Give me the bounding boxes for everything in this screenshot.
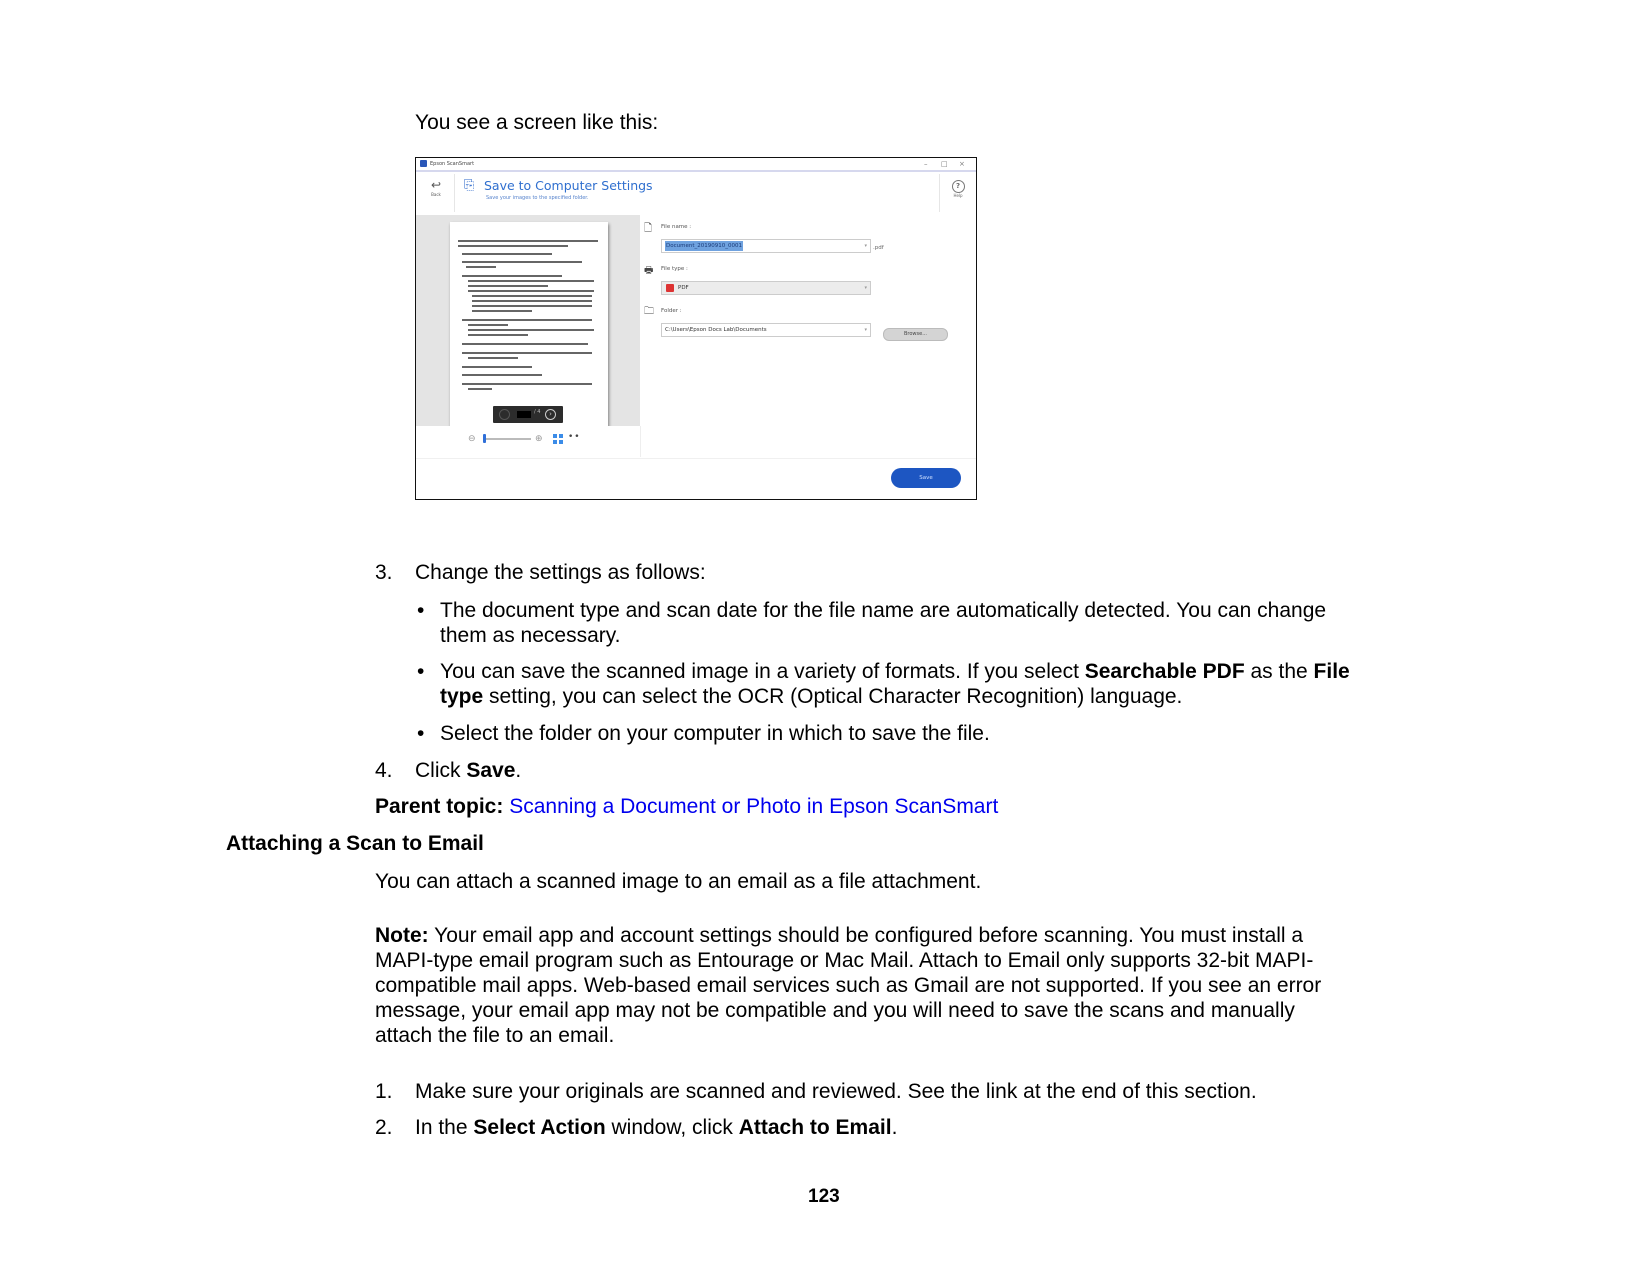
step-1-text: Make sure your originals are scanned and reviewed. See the link at the end of this section.	[415, 1080, 1257, 1103]
prev-page-button[interactable]	[499, 409, 510, 420]
bullet: •	[417, 722, 425, 745]
page-text-line	[468, 290, 594, 292]
bullet-2-text: You can save the scanned image in a variety of formats. If you select	[440, 660, 1085, 683]
attach-to-email-term: Attach to Email	[738, 1116, 892, 1139]
page-text-line	[462, 319, 592, 321]
scansmart-screenshot	[415, 157, 977, 500]
divider	[416, 458, 976, 459]
page-text-line	[462, 261, 582, 263]
file-type-icon: 🖶	[644, 265, 654, 276]
note-line-2: MAPI-type email program such as Entourage or Mac Mail. Attach to Email only supports 32-bit MAPI-	[375, 949, 1314, 972]
divider	[939, 174, 940, 212]
bullet-2-text: setting, you can select the OCR (Optical Character Recognition) language.	[483, 685, 1183, 708]
page-text-line	[472, 305, 592, 307]
page-text-line	[462, 374, 542, 376]
screen-title: Save to Computer Settings	[484, 178, 653, 193]
folder-label: Folder :	[661, 308, 682, 314]
help-button[interactable]	[946, 180, 970, 198]
step-3-text: Change the settings as follows:	[415, 561, 706, 584]
divider	[454, 174, 455, 212]
folder-icon: 🗀	[644, 306, 654, 317]
zoom-in-icon[interactable]: ⊕	[535, 434, 543, 444]
step-2-text	[415, 1115, 897, 1140]
parent-topic-link[interactable]: Scanning a Document or Photo in Epson ScanSmart	[509, 795, 999, 818]
file-type-label: File type :	[661, 266, 688, 272]
file-name-input[interactable]	[661, 239, 871, 253]
zoom-out-icon[interactable]: ⊖	[468, 434, 476, 444]
chevron-down-icon: ▾	[864, 327, 867, 333]
page-text-line	[472, 295, 592, 297]
note-line-5: attach the file to an email.	[375, 1024, 615, 1047]
preview-page	[450, 222, 608, 427]
step-2-text-c: window, click	[605, 1116, 739, 1139]
preview-pane	[416, 215, 640, 457]
back-button[interactable]	[422, 178, 450, 197]
page-text-line	[462, 275, 562, 277]
file-type-select[interactable]	[661, 281, 871, 295]
preview-toolbar	[416, 426, 641, 457]
app-title: Epson ScanSmart	[430, 161, 475, 167]
page-number: 123	[808, 1186, 840, 1207]
header	[416, 172, 976, 214]
parent-topic-label: Parent topic:	[375, 795, 504, 818]
select-action-term: Select Action	[473, 1116, 606, 1139]
page-text-line	[462, 343, 588, 345]
page-text-line	[458, 240, 598, 242]
step-3-number: 3.	[375, 561, 393, 584]
bullet: •	[417, 660, 425, 683]
file-name-icon: 🗋	[644, 223, 653, 234]
save-to-computer-icon: ⎘	[464, 178, 475, 193]
note-line-1	[375, 923, 1303, 948]
page-count: / 4	[534, 409, 541, 415]
chevron-down-icon: ▾	[864, 285, 867, 291]
section-intro: You can attach a scanned image to an email as a file attachment.	[375, 870, 982, 893]
page-text-line	[462, 253, 552, 255]
file-type-value: PDF	[678, 285, 689, 291]
page-number-input[interactable]	[517, 411, 531, 418]
bullet-1-line-2: them as necessary.	[440, 624, 621, 647]
screen-subtitle: Save your images to the specified folder.	[486, 195, 589, 201]
note-line-3: compatible mail apps. Web-based email services such as Gmail are not supported. If you see an error	[375, 974, 1322, 997]
step-4-text	[415, 758, 521, 783]
step-1-number: 1.	[375, 1080, 393, 1103]
step-4-pre: Click	[415, 759, 467, 782]
maximize-icon[interactable]: □	[941, 160, 948, 168]
file-extension: .pdf	[873, 245, 884, 251]
bullet-1-line-1: The document type and scan date for the file name are automatically detected. You can change	[440, 599, 1327, 622]
bullet-3-line-1: Select the folder on your computer in which to save the file.	[440, 722, 990, 745]
dropdown-icon[interactable]: ▾	[864, 243, 867, 249]
bullet-2-text: as the	[1244, 660, 1314, 683]
note-text: Your email app and account settings should be configured before scanning. You must install a	[428, 924, 1304, 947]
title-bar	[416, 158, 976, 172]
page-text-line	[462, 383, 592, 385]
back-label: Back	[431, 192, 441, 197]
zoom-slider-thumb[interactable]	[483, 434, 486, 443]
app-icon	[420, 160, 427, 167]
page-text-line	[468, 334, 528, 336]
page-text-line	[468, 388, 492, 390]
next-page-button[interactable]: ›	[545, 409, 556, 420]
page-text-line	[472, 310, 532, 312]
browse-button[interactable]: Browse...	[883, 328, 948, 341]
page-text-line	[468, 280, 594, 282]
step-4-number: 4.	[375, 759, 393, 782]
page-text-line	[458, 245, 568, 247]
file-type-term: File	[1313, 660, 1350, 683]
thumbnail-view-icon[interactable]	[553, 434, 563, 444]
save-term: Save	[466, 759, 516, 782]
bullet: •	[417, 599, 425, 622]
page-navigator	[493, 406, 563, 423]
page-text-line	[462, 352, 592, 354]
page-text-line	[468, 285, 548, 287]
bullet-2-line-1	[440, 659, 1350, 684]
note-label: Note:	[375, 924, 429, 947]
file-name-value: Document_20190910_0001	[666, 243, 742, 249]
page-text-line	[472, 300, 592, 302]
zoom-slider-track[interactable]	[483, 438, 531, 440]
save-button[interactable]: Save	[891, 468, 961, 488]
back-arrow-icon: ↩	[430, 178, 442, 192]
searchable-pdf-term: Searchable PDF	[1084, 660, 1245, 683]
page-text-line	[468, 329, 594, 331]
bullet-2-line-2	[440, 684, 1182, 709]
more-options-icon[interactable]: ••	[568, 432, 581, 442]
help-icon: ?	[952, 180, 965, 193]
folder-value: C:\Users\Epson Docs Lab\Documents	[665, 327, 767, 333]
help-label: Help	[953, 193, 963, 198]
file-name-label: File name :	[661, 224, 692, 230]
minimize-icon[interactable]: –	[924, 160, 928, 168]
file-type-term: type	[440, 685, 484, 708]
folder-select[interactable]	[661, 323, 871, 337]
intro-text: You see a screen like this:	[415, 111, 659, 134]
step-2-text-a: In the	[415, 1116, 474, 1139]
close-icon[interactable]: ×	[959, 160, 965, 168]
page-text-line	[466, 266, 496, 268]
step-2-text-e: .	[891, 1116, 898, 1139]
note-line-4: message, your email app may not be compatible and you will need to save the scans and manually	[375, 999, 1295, 1022]
step-4-post: .	[515, 759, 522, 782]
page-text-line	[468, 357, 518, 359]
page-text-line	[462, 366, 532, 368]
section-heading: Attaching a Scan to Email	[226, 832, 484, 855]
step-2-number: 2.	[375, 1116, 393, 1139]
page-text-line	[468, 324, 508, 326]
parent-topic	[375, 794, 998, 819]
pdf-icon	[666, 284, 674, 292]
